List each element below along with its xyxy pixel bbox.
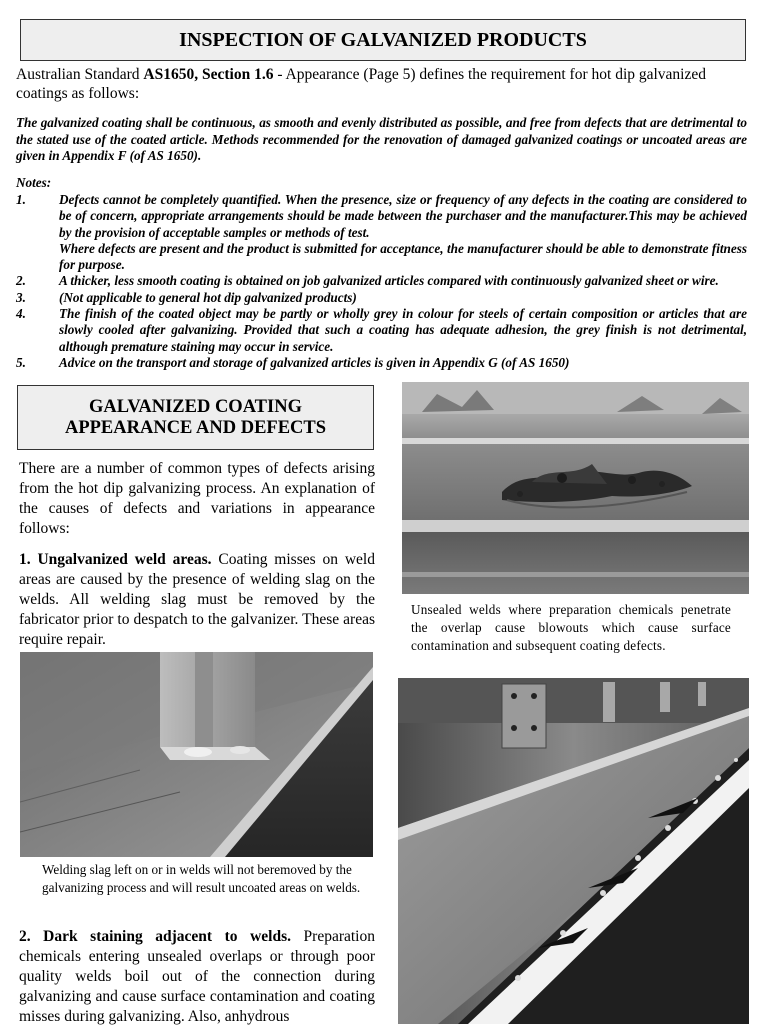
photo-unsealed-weld-blowout [402,382,749,594]
defect-item-2-title: 2. Dark staining adjacent to welds. [19,928,291,945]
defect-item-2-text: Preparation chemicals entering unsealed overlaps or through poor quality welds boil out of the connection during galvanizing and cause surface contamination and coating misses during galvanizing. Also, anhydrous [19,928,375,1025]
page-title-box [20,19,746,61]
note-number: 1. [16,192,26,207]
defect-item-1 [19,550,375,650]
note-number: 4. [16,306,26,322]
defects-intro-paragraph: There are a number of common types of defects arising from the hot dip galvanizing process. An explanation of the causes of defects and variations in appearance follows: [19,460,375,537]
defect-item-1-text: Coating misses on weld areas are caused by the presence of welding slag on the welds. All welding slag must be removed by the fabricator prior to despatch to the galvanizer. These areas require repair. [19,551,375,648]
note-number: 2. [16,273,26,289]
intro-prefix: Australian Standard [16,66,144,83]
note-item [16,192,747,273]
note-extra-text: Where defects are present and the product is submitted for acceptance, the manufacturer should be able to demonstrate fitness for purpose. [59,240,747,273]
note-item [16,290,747,306]
note-text: (Not applicable to general hot dip galvanized products) [59,289,357,305]
note-item [16,355,747,371]
photo-caption-unsealed-welds: Unsealed welds where preparation chemicals penetrate the overlap cause blowouts which cause surface contamination and subsequent coating defects. [411,602,731,653]
photo-galvanized-channel [398,678,749,1024]
note-number: 5. [16,354,26,370]
note-number: 3. [16,289,26,305]
note-text: Defects cannot be completely quantified. When the presence, size or frequency of any defects in the coating are considered to be of concern, appropriate arrangements should be made between the purchaser and the manufacturer.This may be achieved by the provision of acceptable samples or methods of test. [59,192,747,240]
standard-quote: The galvanized coating shall be continuous, as smooth and evenly distributed as possible, and free from defects that are detrimental to the stated use of the coated article. Methods recommended for the renovation of damaged galvanized coatings or uncoated areas are given in Appendix F (of AS 1650). [16,115,747,164]
notes-heading: Notes: [16,175,52,190]
defect-item-2 [19,927,375,1027]
note-text: A thicker, less smooth coating is obtained on job galvanized articles compared with continuously galvanized sheet or wire. [59,273,719,289]
notes-list [16,175,747,371]
intro-standard: AS1650, Section 1.6 [143,66,274,83]
section-heading-box [17,385,374,450]
intro-rest: - Appearance (Page 5) defines the requirement for hot dip galvanized coatings as follows: [16,66,707,102]
photo-welding-slag [20,652,373,857]
defect-item-1-title: 1. Ungalvanized weld areas. [19,551,212,568]
note-item [16,306,747,355]
page-title: INSPECTION OF GALVANIZED PRODUCTS [179,28,587,51]
section-heading: GALVANIZED COATING APPEARANCE AND DEFECTS [64,396,327,438]
intro-paragraph [16,65,752,103]
note-text: The finish of the coated object may be partly or wholly grey in colour for steels of certain composition or articles that are slowly cooled after galvanizing. Provided that such a coating has adequate adhesion, the grey finish is not detrimental, although premature staining may occur in service. [59,306,747,354]
note-text: Advice on the transport and storage of galvanized articles is given in Appendix G (of AS 1650) [59,354,570,370]
photo-caption-welding-slag: Welding slag left on or in welds will not beremoved by the galvanizing process and will result uncoated areas on welds. [42,862,361,895]
note-item [16,273,747,289]
